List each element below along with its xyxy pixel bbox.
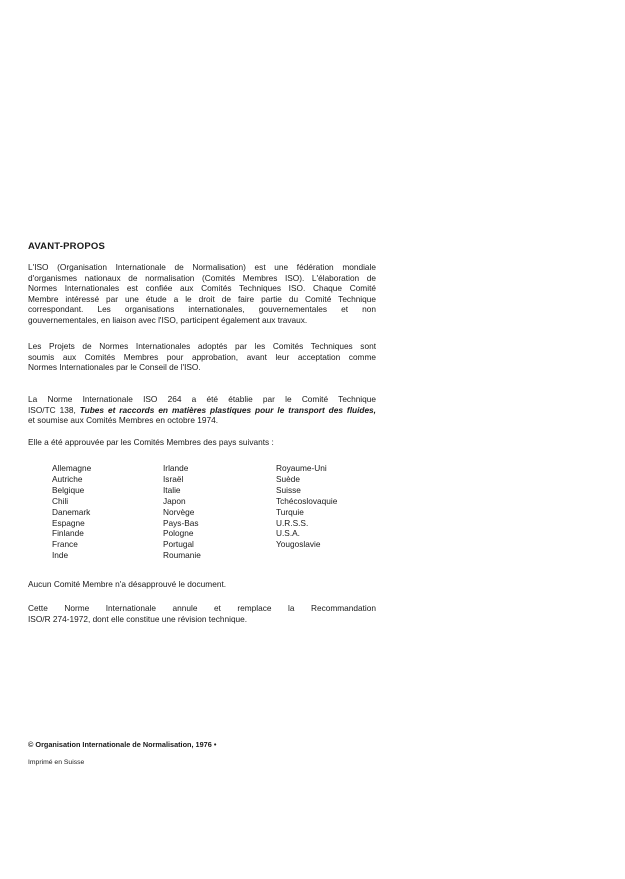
- country-name: Autriche: [52, 473, 83, 484]
- text-line: L'ISO (Organisation Internationale de Normalisation) est une fédération mondiale: [28, 262, 376, 272]
- country-name: Turquie: [276, 506, 304, 517]
- text-line: d'organismes nationaux de normalisation (Comités Membres ISO). L'élaboration de: [28, 272, 376, 283]
- text-line: Les Projets de Normes Internationales adoptés par les Comités Techniques sont: [28, 341, 376, 351]
- country-name: Tchécoslovaquie: [276, 495, 338, 506]
- text-line: Membre intéressé par une étude a le droit de faire partie du Comité Technique: [28, 293, 376, 304]
- text-line: gouvernementales, en liaison avec l'ISO, participent également aux travaux.: [28, 314, 308, 325]
- country-name: Portugal: [163, 539, 194, 550]
- country-name: U.R.S.S.: [276, 517, 309, 528]
- paragraph-disapproval: [28, 579, 376, 590]
- paragraph-replacement: [28, 603, 376, 624]
- country-name: U.S.A.: [276, 528, 300, 539]
- paragraph-iso-description: [28, 262, 376, 326]
- country-name: Roumanie: [163, 550, 201, 561]
- text-line: soumis aux Comités Membres pour approbation, avant leur acceptation comme: [28, 351, 376, 362]
- printed-in-note: Imprimé en Suisse: [28, 759, 85, 766]
- text-line: La Norme Internationale ISO 264 a été établie par le Comité Technique: [28, 394, 376, 404]
- country-list-column-2: [163, 463, 201, 561]
- country-name: Espagne: [52, 517, 85, 528]
- committee-reference: ISO/TC 138,: [28, 404, 76, 415]
- country-name: Japon: [163, 495, 186, 506]
- country-name: France: [52, 539, 78, 550]
- country-name: Yougoslavie: [276, 539, 321, 550]
- country-name: Pays-Bas: [163, 517, 199, 528]
- country-name: Italie: [163, 484, 181, 495]
- country-name: Israël: [163, 473, 184, 484]
- country-name: Suisse: [276, 484, 301, 495]
- text-line: et soumise aux Comités Membres en octobre 1974.: [28, 415, 218, 426]
- country-name: Pologne: [163, 528, 194, 539]
- country-list-column-1: [52, 463, 91, 561]
- committee-title: Tubes et raccords en matières plastiques pour le transport des fluides,: [79, 404, 376, 415]
- text-line: Cette Norme Internationale annule et remplace la Recommandation: [28, 603, 376, 613]
- paragraph-draft-standards: [28, 341, 376, 373]
- text-line: correspondant. Les organisations internationales, gouvernementales et non: [28, 304, 376, 315]
- text-line: [28, 405, 376, 416]
- paragraph-approval-intro: [28, 437, 376, 448]
- text-line: Elle a été approuvée par les Comités Membres des pays suivants :: [28, 437, 274, 447]
- text-line: Normes Internationales par le Conseil de l'ISO.: [28, 362, 201, 373]
- text-line: ISO/R 274-1972, dont elle constitue une révision technique.: [28, 613, 248, 624]
- text-line: Normes Internationales est confiée aux Comités Techniques ISO. Chaque Comité: [28, 283, 376, 294]
- country-name: Danemark: [52, 506, 91, 517]
- country-name: Royaume-Uni: [276, 463, 327, 473]
- section-heading: AVANT-PROPOS: [28, 241, 105, 252]
- country-name: Allemagne: [52, 463, 92, 473]
- text-line: Aucun Comité Membre n'a désapprouvé le document.: [28, 579, 227, 589]
- copyright-notice: © Organisation Internationale de Normalisation, 1976 •: [28, 740, 217, 749]
- paragraph-standard-origin: [28, 394, 376, 426]
- country-name: Suède: [276, 473, 300, 484]
- country-name: Chili: [52, 495, 69, 506]
- country-name: Norvège: [163, 506, 195, 517]
- country-name: Belgique: [52, 484, 85, 495]
- country-name: Finlande: [52, 528, 84, 539]
- country-name: Inde: [52, 550, 69, 561]
- country-list-column-3: [276, 463, 337, 550]
- country-name: Irlande: [163, 463, 189, 473]
